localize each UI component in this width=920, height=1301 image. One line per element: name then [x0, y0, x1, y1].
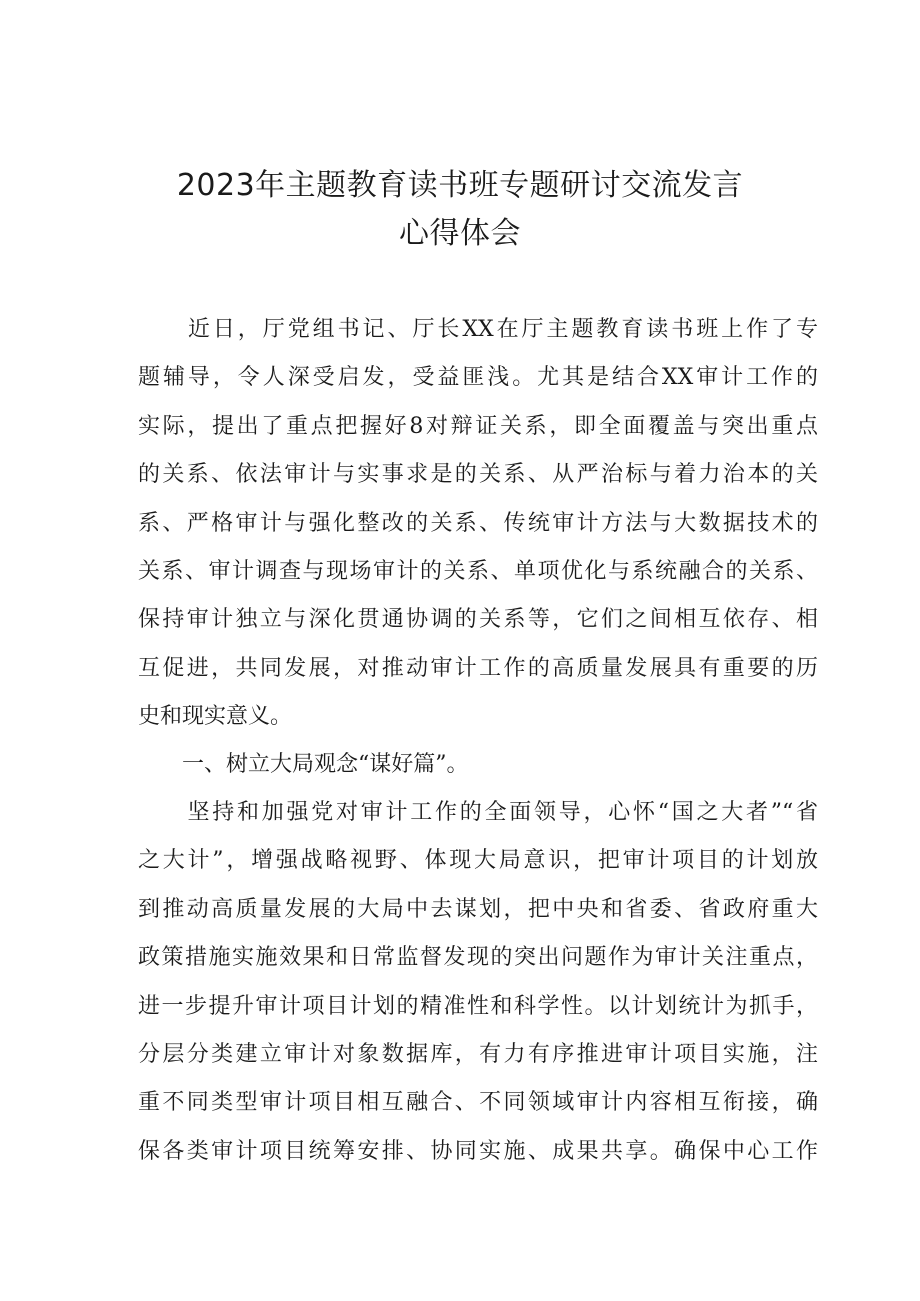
paragraph-2-line: 保各类审计项目统筹安排、协同实施、成果共享。确保中心工作 — [138, 1138, 818, 1164]
paragraph-1-line: 史和现实意义。 — [138, 704, 293, 730]
paragraph-2-line: 到推动高质量发展的大局中去谋划，把中央和省委、省政府重大 — [138, 896, 818, 922]
paragraph-2-line: 坚持和加强党对审计工作的全面领导，心怀“国之大者”“省 — [138, 800, 818, 825]
document-title-line-2: 心得体会 — [399, 216, 521, 251]
paragraph-1-line: 的关系、依法审计与实事求是的关系、从严治标与着力治本的关 — [138, 462, 818, 488]
paragraph-1-line: 实际，提出了重点把握好8对辩证关系，即全面覆盖与突出重点 — [138, 413, 818, 439]
paragraph-2-line: 分层分类建立审计对象数据库，有力有序推进审计项目实施，注 — [138, 1042, 818, 1068]
paragraph-1-line: 互促进，共同发展，对推动审计工作的高质量发展具有重要的历 — [138, 655, 818, 681]
paragraph-1-line: 保持审计独立与深化贯通协调的关系等，它们之间相互依存、相 — [138, 607, 818, 633]
document-title-line-1: 2023年主题教育读书班专题研讨交流发言 — [176, 168, 744, 203]
section-heading-1 — [138, 741, 818, 789]
paragraph-2-line: 重不同类型审计项目相互融合、不同领域审计内容相互衔接，确 — [138, 1090, 818, 1116]
paragraph-2-line: 政策措施实施效果和日常监督发现的突出问题作为审计关注重点， — [138, 945, 818, 971]
paragraph-1-line: 系、严格审计与强化整改的关系、传统审计方法与大数据技术的 — [138, 510, 818, 536]
paragraph-1-line: 题辅导，令人深受启发，受益匪浅。尤其是结合XX审计工作的 — [138, 365, 818, 391]
paragraph-2-line: 进一步提升审计项目计划的精准性和科学性。以计划统计为抓手， — [138, 993, 818, 1019]
paragraph-2 — [138, 789, 818, 1176]
paragraph-1-line: 关系、审计调查与现场审计的关系、单项优化与系统融合的关系、 — [138, 559, 818, 585]
paragraph-1 — [138, 306, 818, 742]
section-heading-1-text: 一、树立大局观念“谋好篇”。 — [138, 752, 469, 777]
paragraph-1-line: 近日，厅党组书记、厅长XX在厅主题教育读书班上作了专 — [138, 317, 818, 342]
paragraph-2-line: 之大计”，增强战略视野、体现大局意识，把审计项目的计划放 — [138, 848, 818, 874]
